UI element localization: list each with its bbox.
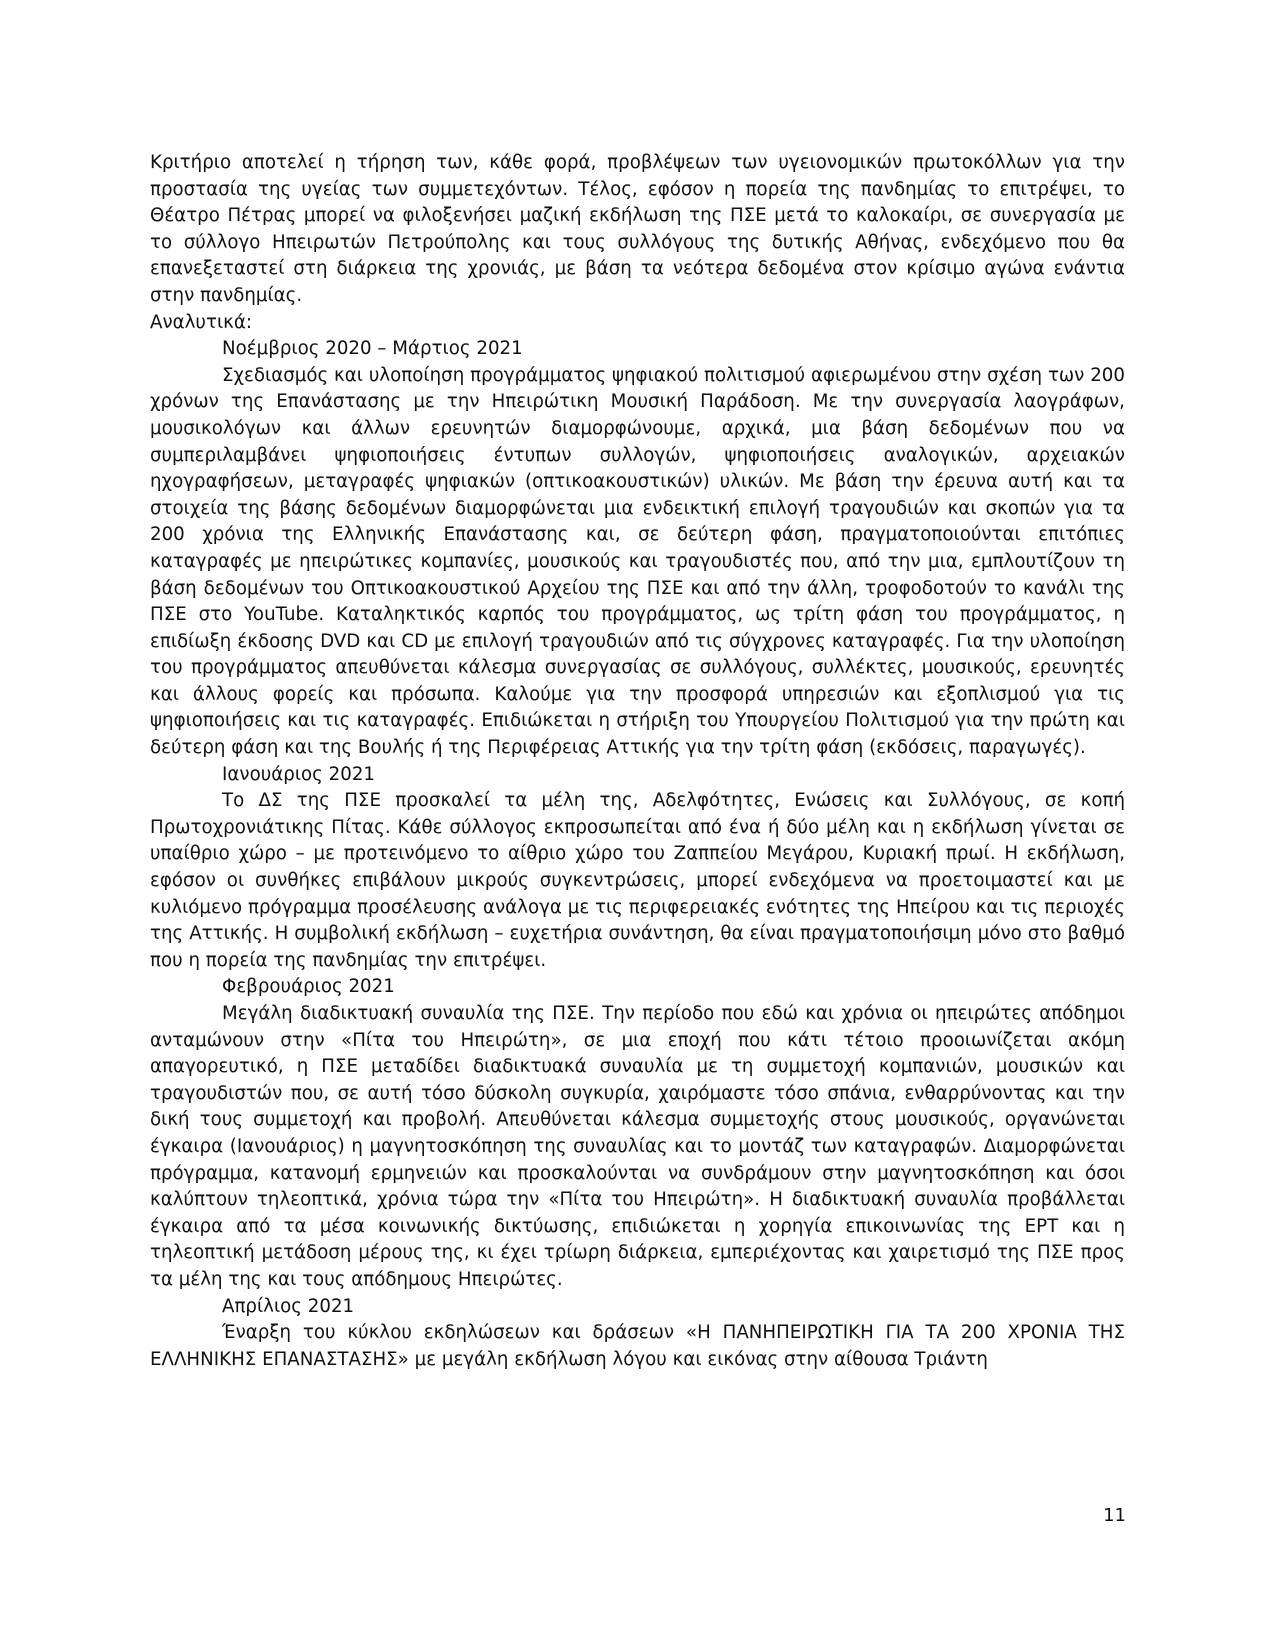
section-heading: Νοέμβριος 2020 – Μάρτιος 2021 (222, 338, 523, 360)
section-paragraph: Μεγάλη διαδικτυακή συναυλία της ΠΣΕ. Την περίοδο που εδώ και χρόνια οι ηπειρώτες απόδημοι ανταμώνουν στην «Πίτα του Ηπειρώτη», σε μια εποχή που κάτι τέτοιο προοιωνίζεται ακόμη απαγορευτικό, η ΠΣΕ μεταδίδει διαδικτυακά συναυλία με τη συμμετοχή κομπανιών, μουσικών και τραγουδιστών που, σε αυτή τόσο δύσκολη συγκυρία, χαιρόμαστε τόσο σπάνια, ενθαρρύνοντας και την δική τους συμμετοχή και προβολή. Απευθύνεται κάλεσμα συμμετοχής στους μουσικούς, οργανώνεται έγκαιρα (Ιανουάριος) η μαγνητοσκόπηση της συναυλίας και το μοντάζ των καταγραφών. Διαμορφώνεται πρόγραμμα, κατανομή ερμηνειών και προσκαλούνται να συνδράμουν στην μαγνητοσκόπηση και όσοι καλύπτουν τηλεοπτικά, χρόνια τώρα την «Πίτα του Ηπειρώτη». Η διαδικτυακή συναυλία προβάλλεται έγκαιρα από τα μέσα κοινωνικής δικτύωσης, επιδιώκεται η χορηγία επικοινωνίας της ΕΡΤ και η τηλεοπτική μετάδοση μέρους της, κι έχει τρίωρη διάρκεια, εμπεριέχοντας και χαιρετισμό της ΠΣΕ προς τα μέλη της και τους απόδημους Ηπειρώτες. (150, 1003, 1125, 1290)
details-label: Αναλυτικά: (150, 311, 253, 333)
page-number: 11 (1103, 1505, 1126, 1526)
intro-paragraph: Κριτήριο αποτελεί η τήρηση των, κάθε φορά, προβλέψεων των υγειονομικών πρωτοκόλλων για την προστασία της υγείας των συμμετεχόντων. Τέλος, εφόσον η πορεία της πανδημίας το επιτρέψει, το Θέατρο Πέτρας μπορεί να φιλοξενήσει μαζική εκδήλωση της ΠΣΕ μετά το καλοκαίρι, σε συνεργασία με το σύλλογο Ηπειρωτών Πετρούπολης και τους συλλόγους της δυτικής Αθήνας, ενδεχόμενο που θα επανεξεταστεί στη διάρκεια της χρονιάς, με βάση τα νεότερα δεδομένα στον κρίσιμο αγώνα ενάντια στην πανδημίας. (150, 152, 1125, 306)
section-heading: Φεβρουάριος 2021 (222, 976, 395, 998)
section-paragraph: Σχεδιασμός και υλοποίηση προγράμματος ψηφιακού πολιτισμού αφιερωμένου στην σχέση των 200 χρόνων της Επανάστασης με την Ηπειρώτικη Μουσική Παράδοση. Με την συνεργασία λαογράφων, μουσικολόγων και άλλων ερευνητών διαμορφώνουμε, αρχικά, μια βάση δεδομένων που να συμπεριλαμβάνει ψηφιοποιήσεις έντυπων συλλογών, ψηφιοποιήσεις αναλογικών, αρχειακών ηχογραφήσεων, μεταγραφές ψηφιακών (οπτικοακουστικών) υλικών. Με βάση την έρευνα αυτή και τα στοιχεία της βάσης δεδομένων διαμορφώνεται μια ενδεικτική επιλογή τραγουδιών και σκοπών για τα 200 χρόνια της Ελληνικής Επανάστασης και, σε δεύτερη φάση, πραγματοποιούνται επιτόπιες καταγραφές με ηπειρώτικες κομπανίες, μουσικούς και τραγουδιστές που, από την μια, εμπλουτίζουν τη βάση δεδομένων του Οπτικοακουστικού Αρχείου της ΠΣΕ και από την άλλη, τροφοδοτούν το κανάλι της ΠΣΕ στο YouTube. Καταληκτικός καρπός του προγράμματος, ως τρίτη φάση του προγράμματος, η επιδίωξη έκδοσης DVD και CD με επιλογή τραγουδιών από τις σύγχρονες καταγραφές. Για την υλοποίηση του προγράμματος απευθύνεται κάλεσμα συνεργασίας σε συλλόγους, συλλέκτες, μουσικούς, ερευνητές και άλλους φορείς και πρόσωπα. Καλούμε για την προσφορά υπηρεσιών και εξοπλισμού για τις ψηφιοποιήσεις και τις καταγραφές. Επιδιώκεται η στήριξη του Υπουργείου Πολιτισμού για την πρώτη και δεύτερη φάση και της Βουλής ή της Περιφέρειας Αττικής για την τρίτη φάση (εκδόσεις, παραγωγές). (150, 364, 1125, 759)
section-heading: Απρίλιος 2021 (222, 1295, 355, 1317)
page-body (150, 150, 1125, 1373)
section-paragraph: Το ΔΣ της ΠΣΕ προσκαλεί τα μέλη της, Αδελφότητες, Ενώσεις και Συλλόγους, σε κοπή Πρωτοχρονιάτικης Πίτας. Κάθε σύλλογος εκπροσωπείται από ένα ή δύο μέλη και η εκδήλωση γίνεται σε υπαίθριο χώρο – με προτεινόμενο το αίθριο χώρο του Ζαππείου Μεγάρου, Κυριακή πρωί. Η εκδήλωση, εφόσον οι συνθήκες επιβάλουν μικρούς συγκεντρώσεις, μπορεί ενδεχόμενα να προετοιμαστεί και με κυλιόμενο πρόγραμμα προσέλευσης ανάλογα με τις περιφερειακές ενότητες της Ηπείρου και τις περιοχές της Αττικής. Η συμβολική εκδήλωση – ευχετήρια συνάντηση, θα είναι πραγματοποιήσιμη μόνο στο βαθμό που η πορεία της πανδημίας την επιτρέψει. (150, 790, 1125, 971)
section-heading: Ιανουάριος 2021 (222, 763, 376, 785)
section-paragraph: Έναρξη του κύκλου εκδηλώσεων και δράσεων «Η ΠΑΝΗΠΕΙΡΩΤΙΚΗ ΓΙΑ ΤΑ 200 ΧΡΟΝΙΑ ΤΗΣ ΕΛΛΗΝΙΚΗΣ ΕΠΑΝΑΣΤΑΣΗΣ» με μεγάλη εκδήλωση λόγου και εικόνας στην αίθουσα Τριάντη (150, 1322, 1125, 1370)
